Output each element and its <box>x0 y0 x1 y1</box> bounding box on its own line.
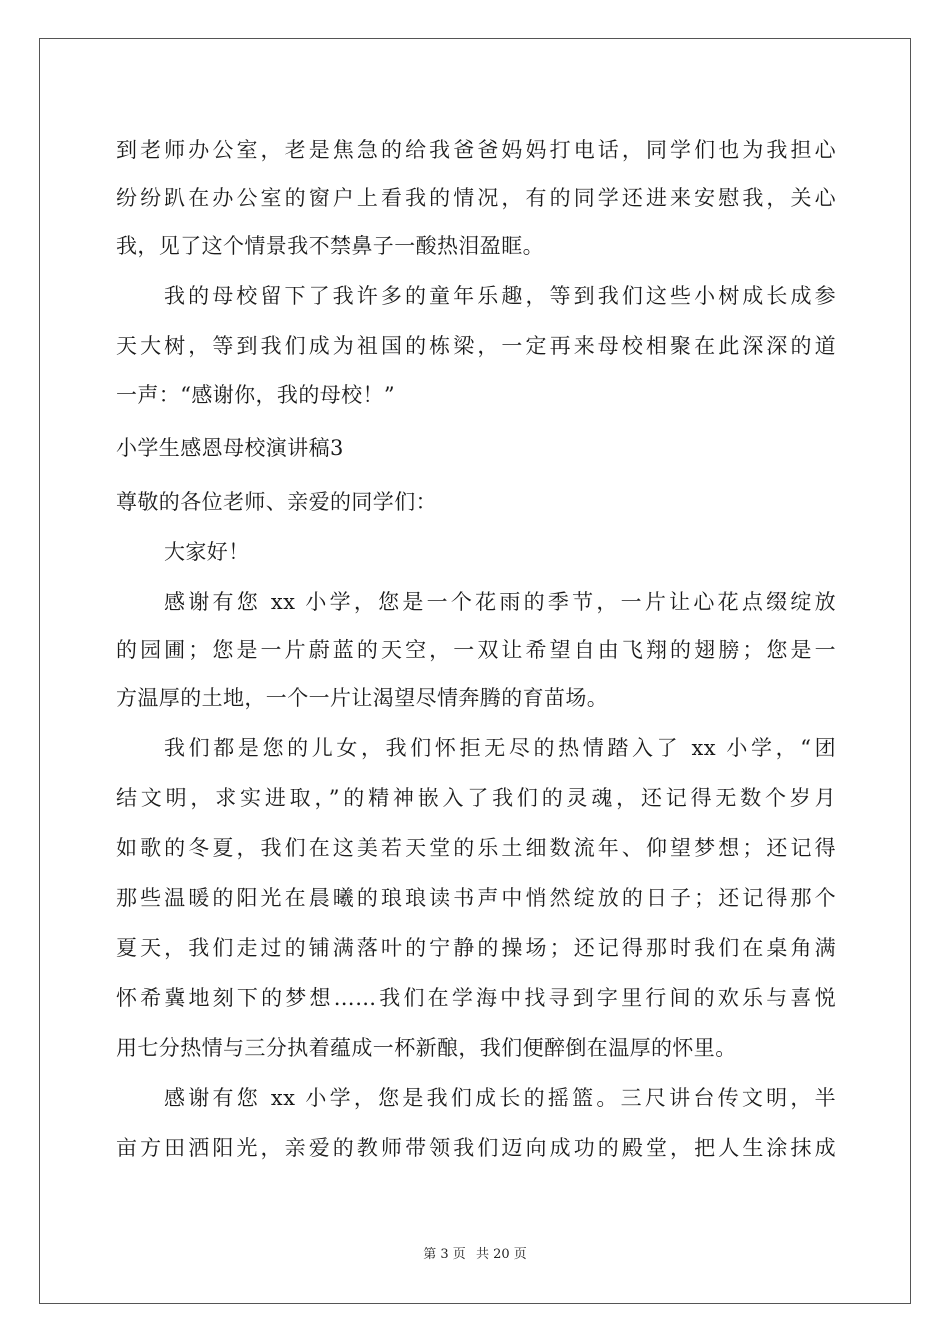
page-footer <box>0 1246 950 1264</box>
text-line: 那些温暖的阳光在晨曦的琅琅读书声中悄然绽放的日子；还记得那个 <box>116 886 836 910</box>
text-line: 夏天，我们走过的铺满落叶的宁静的操场；还记得那时我们在桌角满 <box>116 936 836 960</box>
page-number: 第 3 页 <box>423 1247 466 1262</box>
text-line: 感谢有您 xx 小学，您是我们成长的摇篮。三尺讲台传文明，半 <box>164 1086 836 1110</box>
text-line: 我，见了这个情景我不禁鼻子一酸热泪盈眶。 <box>116 234 544 258</box>
page-border <box>39 38 911 1304</box>
text-line: 纷纷趴在办公室的窗户上看我的情况，有的同学还进来安慰我，关心 <box>116 186 836 210</box>
text-line: 亩方田洒阳光，亲爱的教师带领我们迈向成功的殿堂，把人生涂抹成 <box>116 1136 836 1160</box>
text-line: 感谢有您 xx 小学，您是一个花雨的季节，一片让心花点缀绽放 <box>164 590 836 614</box>
page-total: 共 20 页 <box>475 1247 527 1262</box>
text-line: 我们都是您的儿女，我们怀拒无尽的热情踏入了 xx 小学，“团 <box>164 736 836 760</box>
text-line: 的园圃；您是一片蔚蓝的天空，一双让希望自由飞翔的翅膀；您是一 <box>116 638 836 662</box>
text-line: 怀希冀地刻下的梦想……我们在学海中找寻到字里行间的欢乐与喜悦 <box>116 986 836 1010</box>
text-line: 方温厚的土地，一个一片让渴望尽情奔腾的育苗场。 <box>116 686 609 710</box>
text-line: 如歌的冬夏，我们在这美若天堂的乐土细数流年、仰望梦想；还记得 <box>116 836 836 860</box>
text-line: 用七分热情与三分执着蕴成一杯新酿，我们便醉倒在温厚的怀里。 <box>116 1036 737 1060</box>
section-heading: 小学生感恩母校演讲稿3 <box>116 436 344 460</box>
greeting: 大家好！ <box>164 540 250 564</box>
text-line: 天大树，等到我们成为祖国的栋梁，一定再来母校相聚在此深深的道 <box>116 334 836 358</box>
text-line: 到老师办公室，老是焦急的给我爸爸妈妈打电话，同学们也为我担心 <box>116 138 836 162</box>
text-line: 一声：“感谢你，我的母校！” <box>116 383 396 407</box>
salutation: 尊敬的各位老师、亲爱的同学们： <box>116 490 437 514</box>
text-line: 结文明，求实进取，”的精神嵌入了我们的灵魂，还记得无数个岁月 <box>116 786 836 810</box>
text-line: 我的母校留下了我许多的童年乐趣，等到我们这些小树成长成参 <box>164 284 836 308</box>
